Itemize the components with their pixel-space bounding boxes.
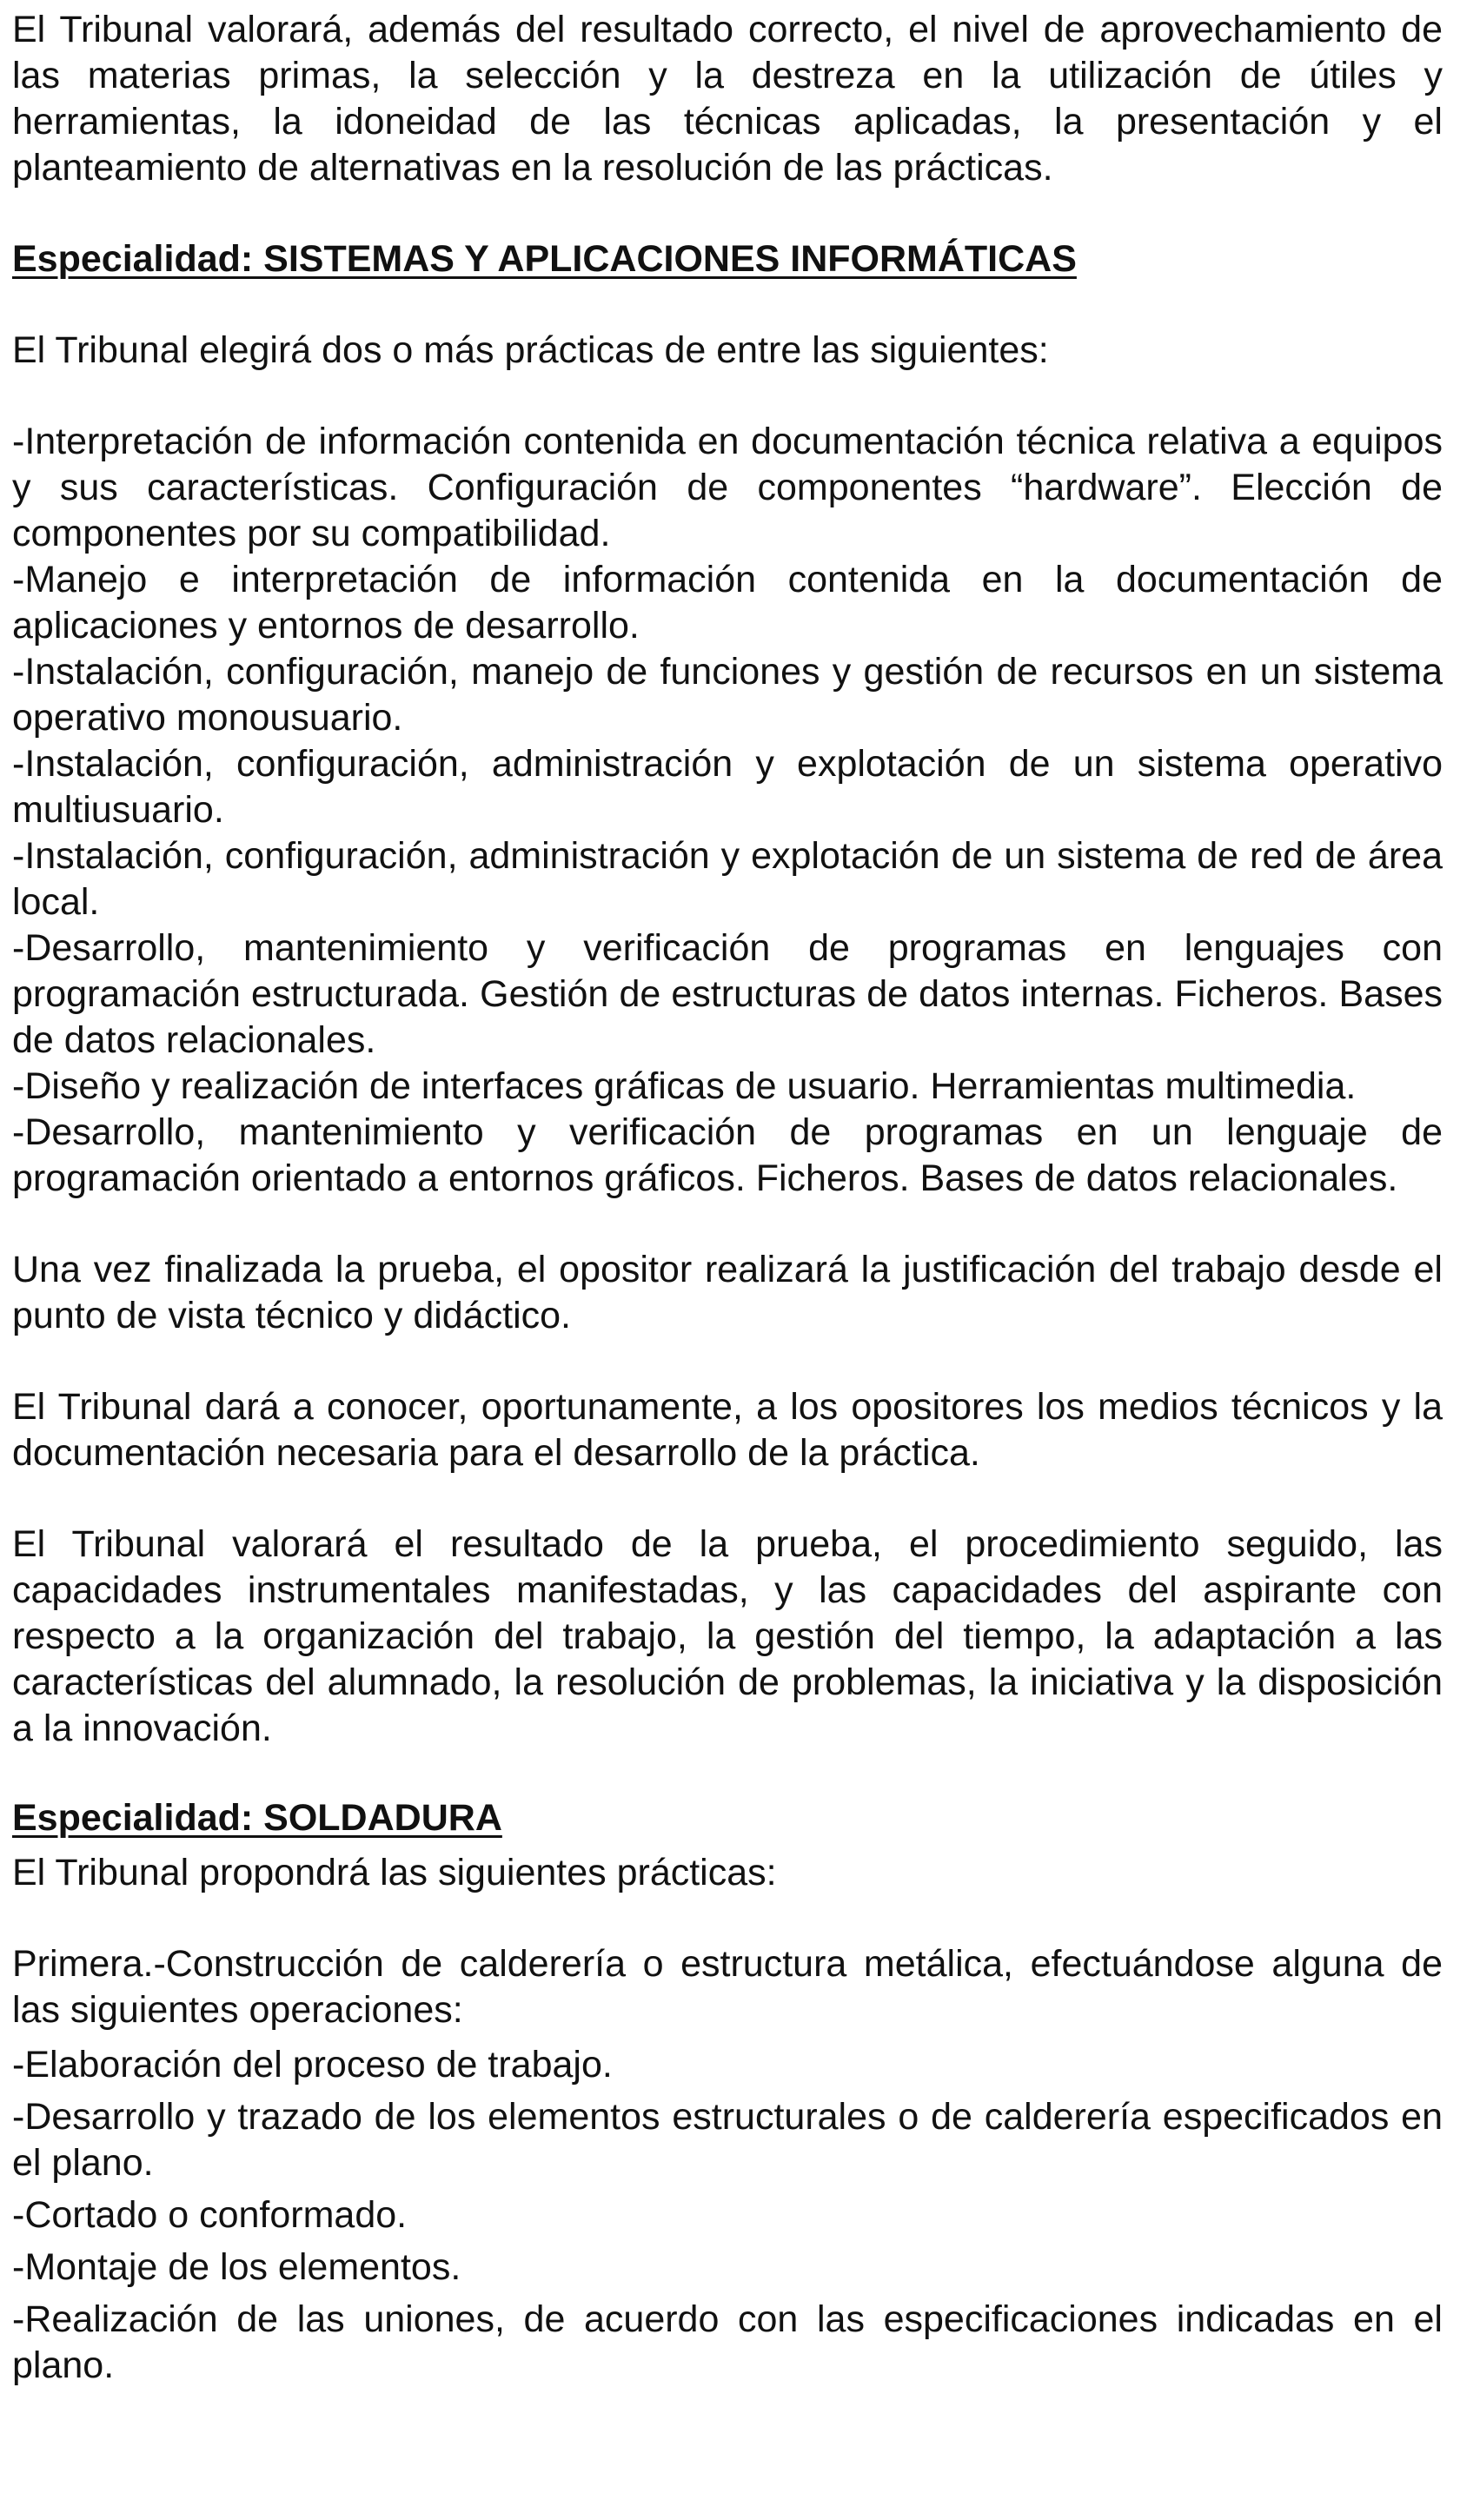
soldadura-operation-list: [12, 2042, 1443, 2389]
list-item: -Realización de las uniones, de acuerdo con las especificaciones indicadas en el plano.: [12, 2298, 1443, 2386]
list-item: -Instalación, configuración, administración y explotación de un sistema operativo multiusuario.: [12, 743, 1443, 831]
section-heading-soldadura: Especialidad: SOLDADURA: [12, 1797, 502, 1839]
sistemas-practice-list: [12, 419, 1443, 1202]
list-item: -Instalación, configuración, administración y explotación de un sistema de red de área local.: [12, 835, 1443, 923]
means-paragraph: El Tribunal dará a conocer, oportunamente, a los opositores los medios técnicos y la documentación necesaria para el desarrollo de la práctica.: [12, 1386, 1443, 1474]
list-item: -Desarrollo, mantenimiento y verificación de programas en lenguajes con programación estructurada. Gestión de estructuras de datos internas. Ficheros. Bases de datos relacionales.: [12, 927, 1443, 1061]
evaluation-paragraph: El Tribunal valorará el resultado de la prueba, el procedimiento seguido, las capacidades instrumentales manifestadas, y las capacidades del aspirante con respecto a la organización del trabajo, la gestión del tiempo, la adaptación a las características del alumnado, la resolución de problemas, la iniciativa y la disposición a la innovación.: [12, 1523, 1443, 1749]
intro-paragraph: El Tribunal valorará, además del resultado correcto, el nivel de aprovechamiento de las materias primas, la selección y la destreza en la utilización de útiles y herramientas, la idoneidad de las técnicas aplicadas, la presentación y el planteamiento de alternativas en la resolución de las prácticas.: [12, 9, 1443, 189]
soldadura-first-practice: Primera.-Construcción de calderería o estructura metálica, efectuándose alguna de las siguientes operaciones:: [12, 1943, 1443, 2031]
list-item: -Manejo e interpretación de información contenida en la documentación de aplicaciones y entornos de desarrollo.: [12, 559, 1443, 647]
justification-paragraph: Una vez finalizada la prueba, el opositor realizará la justificación del trabajo desde el punto de vista técnico y didáctico.: [12, 1249, 1443, 1336]
list-item: -Montaje de los elementos.: [12, 2246, 461, 2288]
list-item: -Cortado o conformado.: [12, 2194, 408, 2236]
section-heading-sistemas: Especialidad: SISTEMAS Y APLICACIONES INFORMÁTICAS: [12, 238, 1077, 280]
list-item: -Instalación, configuración, manejo de funciones y gestión de recursos en un sistema operativo monousuario.: [12, 651, 1443, 739]
list-item: -Interpretación de información contenida en documentación técnica relativa a equipos y sus características. Configuración de componentes “hardware”. Elección de componentes por su compatibilidad.: [12, 421, 1443, 554]
list-item: -Desarrollo, mantenimiento y verificación de programas en un lenguaje de programación orientado a entornos gráficos. Ficheros. Bases de datos relacionales.: [12, 1111, 1443, 1199]
sistemas-lead: El Tribunal elegirá dos o más prácticas de entre las siguientes:: [12, 329, 1049, 371]
list-item: -Diseño y realización de interfaces gráficas de usuario. Herramientas multimedia.: [12, 1065, 1357, 1107]
list-item: -Desarrollo y trazado de los elementos estructurales o de calderería especificados en el plano.: [12, 2096, 1443, 2184]
soldadura-lead: El Tribunal propondrá las siguientes prácticas:: [12, 1852, 777, 1893]
list-item: -Elaboración del proceso de trabajo.: [12, 2044, 613, 2086]
